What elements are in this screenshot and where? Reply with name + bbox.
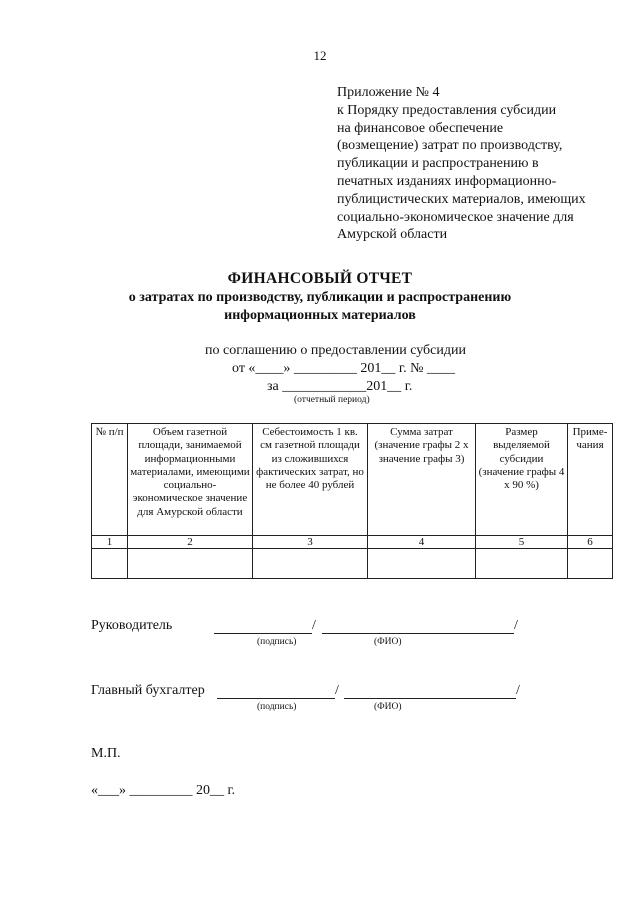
head-slash-end: / [514, 618, 518, 633]
column-number: 6 [568, 536, 613, 549]
table-header-row [92, 424, 613, 536]
appendix-line: социально-экономическое значение для [337, 209, 574, 225]
report-subtitle-line: информационных материалов [224, 308, 416, 323]
column-header-subsidy: Размер выделяемой субсидии (значение графы 4 х 90 %) [476, 424, 568, 536]
head-signature-caption: (подпись) [257, 637, 297, 647]
appendix-note [337, 84, 637, 244]
page-number: 12 [313, 48, 327, 63]
head-name-field[interactable] [322, 633, 514, 634]
appendix-line: Амурской области [337, 227, 448, 243]
agreement-date-number-line: от «____» _________ 201__ г. № ____ [232, 361, 455, 376]
financial-report-table [91, 423, 613, 579]
column-header-number: № п/п [92, 424, 128, 536]
appendix-line: публикации и распространению в [337, 156, 539, 172]
accountant-signature-caption: (подпись) [257, 702, 297, 712]
reporting-period-line: за ____________201__ г. [267, 379, 413, 394]
head-name-caption: (ФИО) [374, 637, 402, 647]
stamp-place: М.П. [91, 746, 121, 761]
date-line: «___» _________ 20__ г. [91, 783, 236, 798]
chief-accountant-label: Главный бухгалтер [91, 683, 205, 698]
table-cell[interactable] [368, 549, 476, 579]
appendix-line: (возмещение) затрат по производству, [337, 138, 563, 154]
table-cell[interactable] [568, 549, 613, 579]
head-slash: / [312, 618, 316, 633]
appendix-line: печатных изданиях информационно- [337, 173, 557, 189]
report-subtitle-line: о затратах по производству, публикации и распространению [128, 290, 512, 305]
table-cell[interactable] [128, 549, 253, 579]
accountant-name-field[interactable] [344, 698, 516, 699]
table-cell[interactable] [253, 549, 368, 579]
reporting-period-caption: (отчетный период) [294, 395, 370, 405]
column-header-cost: Себестоимость 1 кв. см газетной площади из сложившихся фактических затрат, но не более 40 рублей [253, 424, 368, 536]
column-number: 1 [92, 536, 128, 549]
appendix-line: публицистических материалов, имеющих [337, 191, 586, 207]
column-header-notes: Приме-чания [568, 424, 613, 536]
accountant-signature-field[interactable] [217, 698, 335, 699]
appendix-line: к Порядку предоставления субсидии [337, 102, 557, 118]
accountant-slash: / [335, 683, 339, 698]
column-number: 5 [476, 536, 568, 549]
column-header-area: Объем газетной площади, занимаемой информационными материалами, имеющими социально-экономическое значение для Амурской области [128, 424, 253, 536]
table-cell[interactable] [476, 549, 568, 579]
column-number: 2 [128, 536, 253, 549]
accountant-name-caption: (ФИО) [374, 702, 402, 712]
appendix-line: Приложение № 4 [337, 85, 440, 100]
table-row [92, 549, 613, 579]
report-title: ФИНАНСОВЫЙ ОТЧЕТ [227, 270, 413, 287]
head-label: Руководитель [91, 618, 173, 633]
appendix-line: на финансовое обеспечение [337, 120, 504, 136]
head-signature-field[interactable] [214, 633, 312, 634]
table-column-numbers-row [92, 536, 613, 549]
table-cell[interactable] [92, 549, 128, 579]
report-subtitle [0, 289, 640, 325]
column-header-total: Сумма затрат (значение графы 2 х значение графы 3) [368, 424, 476, 536]
accountant-slash-end: / [516, 683, 520, 698]
agreement-line: по соглашению о предоставлении субсидии [205, 343, 466, 358]
column-number: 4 [368, 536, 476, 549]
column-number: 3 [253, 536, 368, 549]
